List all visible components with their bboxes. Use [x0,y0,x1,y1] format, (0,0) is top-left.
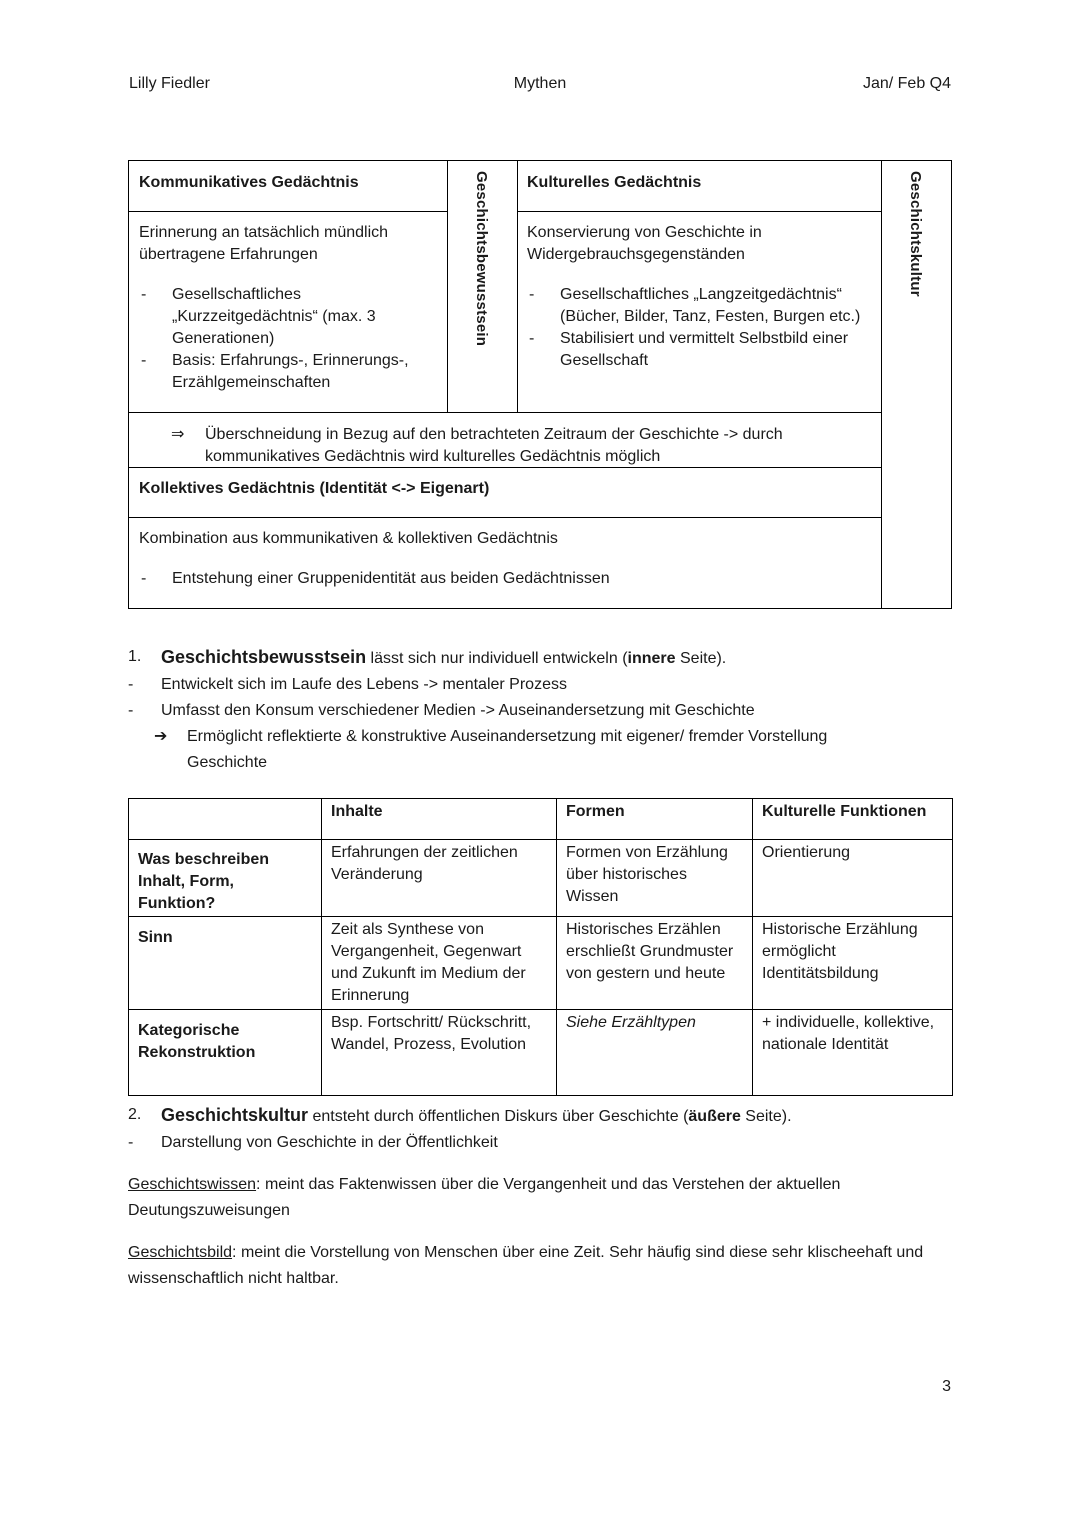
section-geschichtskultur: 2. Geschichtskultur entsteht durch öffentlichen Diskurs über Geschichte (äußere Seite). - Darstellung von Geschichte in der Öffentlichkeit [128,1102,928,1156]
list-item: - Gesellschaftliches „Kurzzeitgedächtnis“ (max. 3 Generationen) [139,284,409,350]
kommunikativ-desc [139,222,439,266]
table-cell: Erfahrungen der zeitlichen Veränderung [322,840,557,917]
kulturell-desc-line2: Widergebrauchsgegenständen [527,246,745,263]
definition-text: : meint die Vorstellung von Menschen über eine Zeit. Sehr häufig sind diese sehr klischeehaft und wissenschaftlich nicht haltbar. [128,1244,924,1287]
table-cell: + individuelle, kollektive, nationale Identität [753,1010,953,1096]
table-row [129,840,953,917]
table-cell: Formen von Erzählung über historisches Wissen [557,840,753,917]
table-cell: Historische Erzählung ermöglicht Identitätsbildung [753,917,953,1010]
header-title: Mythen [513,75,567,92]
table-row [129,1010,953,1096]
table-header [129,799,322,840]
table-header: Formen [557,799,753,840]
memory-table [128,160,952,609]
definition-text: : meint das Faktenwissen über die Vergangenheit und das Verstehen der aktuellen Deutungszuweisungen [128,1176,841,1219]
kollektiv-list [139,568,839,590]
kulturell-desc [527,222,877,266]
divider [447,161,448,412]
divider [129,211,447,212]
section-text: entsteht durch öffentlichen Diskurs über Geschichte ( [308,1108,689,1125]
section-text: lässt sich nur individuell entwickeln ( [366,650,628,667]
page-number: 3 [942,1378,951,1395]
definition-term: Geschichtsbild [128,1244,233,1261]
kommunikativ-desc-line2: übertragene Erfahrungen [139,246,318,263]
overlap-note [171,424,831,468]
kommunikativ-list [139,284,409,394]
table-header: Inhalte [322,799,557,840]
list-item: - Stabilisiert und vermittelt Selbstbild einer Gesellschaft [527,328,873,372]
divider [517,211,881,212]
divider [129,517,881,518]
table-cell: Historisches Erzählen erschließt Grundmuster von gestern und heute [557,917,753,1010]
table-cell: Siehe Erzähltypen [557,1010,753,1096]
kulturell-desc-line1: Konservierung von Geschichte in [527,224,762,241]
arrow-right-icon: ➔ [154,728,168,745]
kommunikativ-title: Kommunikatives Gedächtnis [139,174,359,191]
list-item: Darstellung von Geschichte in der Öffentlichkeit [161,1134,498,1151]
row-label: Sinn [129,917,322,1010]
table-header: Kulturelle Funktionen [753,799,953,840]
section-text: Seite). [740,1108,792,1125]
section-text: Seite). [675,650,727,667]
kulturell-title: Kulturelles Gedächtnis [527,174,702,191]
list-item: - Entstehung einer Gruppenidentität aus beiden Gedächtnissen [139,568,839,590]
divider [881,161,882,608]
section-bold-word: innere [627,650,676,667]
vertical-label-geschichtskultur: Geschichtskultur [907,171,924,297]
definition-geschichtswissen [128,1172,928,1224]
row-label: Kategorische Rekonstruktion [129,1010,322,1096]
kollektiv-desc: Kombination aus kommunikativen & kollektiven Gedächtnis [139,530,558,547]
kommunikativ-desc-line1: Erinnerung an tatsächlich mündlich [139,224,389,241]
list-item: Entwickelt sich im Laufe des Lebens -> mentaler Prozess [161,676,567,693]
kulturell-list [527,284,873,372]
list-item: - Basis: Erfahrungs-, Erinnerungs-, Erzählgemeinschaften [139,350,409,394]
table-row [129,917,953,1010]
list-item: - Gesellschaftliches „Langzeitgedächtnis“ (Bücher, Bilder, Tanz, Festen, Burgen etc.) [527,284,873,328]
divider [129,412,881,413]
definition-geschichtsbild [128,1240,928,1292]
section-number: 1. [128,648,142,665]
table-cell: Bsp. Fortschritt/ Rückschritt, Wandel, Prozess, Evolution [322,1010,557,1096]
section-term: Geschichtskultur [161,1105,309,1125]
table-cell: Zeit als Synthese von Vergangenheit, Gegenwart und Zukunft im Medium der Erinnerung [322,917,557,1010]
row-label: Was beschreiben Inhalt, Form, Funktion? [129,840,322,917]
arrow-conclusion: Ermöglicht reflektierte & konstruktive Auseinandersetzung mit eigener/ fremder Vorstellung Geschichte [187,728,828,771]
vertical-label-geschichtsbewusstsein: Geschichtsbewusstsein [473,171,490,347]
kollektiv-title: Kollektives Gedächtnis (Identität <-> Eigenart) [139,480,490,497]
table-header-row [129,799,953,840]
section-term: Geschichtsbewusstsein [161,647,367,667]
section-number: 2. [128,1106,142,1123]
table-cell: Orientierung [753,840,953,917]
divider [517,161,518,412]
header-date: Jan/ Feb Q4 [862,75,951,92]
list-item: Umfasst den Konsum verschiedener Medien -> Auseinandersetzung mit Geschichte [161,702,755,719]
section-geschichtsbewusstsein: 1. Geschichtsbewusstsein lässt sich nur individuell entwickeln (innere Seite). - Entwickelt sich im Laufe des Lebens -> mentaler Prozess - Umfasst den Konsum verschiedener Medien -> Auseinandersetzung mit Geschichte ➔ Ermöglicht reflektierte & konstruktive Auseinandersetzung mit eigener/ fremder Vorstellung Geschichte [128,644,928,776]
definition-term: Geschichtswissen [128,1176,257,1193]
header-author: Lilly Fiedler [129,75,210,92]
narrative-table [128,798,953,1096]
section-bold-word: äußere [688,1108,741,1125]
double-arrow-icon: ⇒ [171,426,185,443]
overlap-text: Überschneidung in Bezug auf den betrachteten Zeitraum der Geschichte -> durch kommunikatives Gedächtnis wird kulturelles Gedächtnis möglich [205,426,783,465]
